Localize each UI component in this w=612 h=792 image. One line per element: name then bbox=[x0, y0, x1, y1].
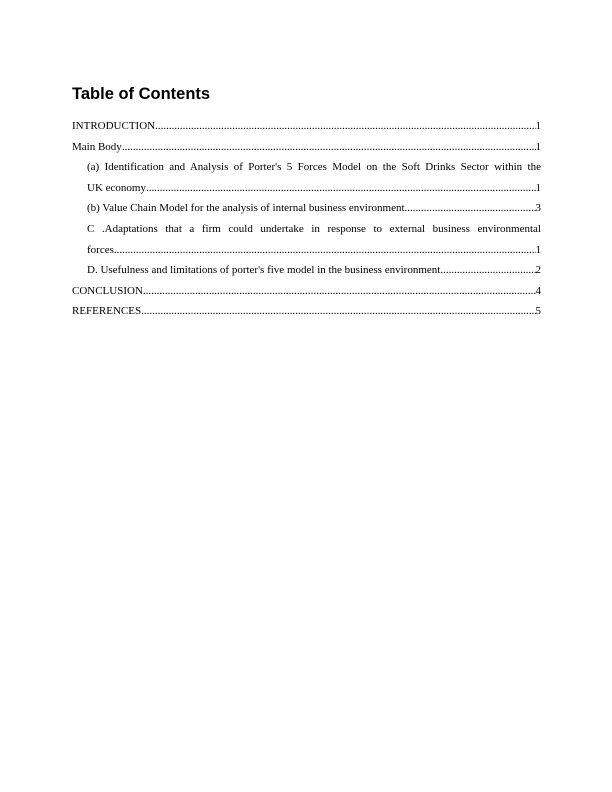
table-of-contents bbox=[72, 116, 541, 322]
toc-entry[interactable] bbox=[72, 219, 541, 260]
toc-entry-text-line: C .Adaptations that a firm could undertake in response to external business environmental bbox=[87, 222, 541, 235]
toc-entry-line bbox=[87, 240, 541, 261]
toc-entry[interactable] bbox=[72, 116, 541, 137]
toc-dot-leader bbox=[122, 137, 536, 158]
toc-entry-title: REFERENCES bbox=[72, 305, 142, 318]
toc-entry[interactable] bbox=[72, 137, 541, 158]
toc-page-number: 1 bbox=[535, 243, 541, 256]
toc-entry-line bbox=[87, 178, 541, 199]
page-title: Table of Contents bbox=[72, 85, 211, 103]
toc-dot-leader bbox=[405, 198, 536, 219]
toc-page-number: 1 bbox=[535, 120, 541, 132]
toc-entry-title: INTRODUCTION bbox=[72, 120, 156, 132]
toc-entry[interactable] bbox=[72, 198, 541, 219]
toc-entry[interactable] bbox=[72, 260, 541, 281]
toc-entry-line bbox=[87, 260, 541, 281]
toc-entry[interactable] bbox=[72, 281, 541, 302]
toc-entry-title: (b) Value Chain Model for the analysis of internal business environment bbox=[87, 202, 405, 215]
toc-entry-line bbox=[72, 301, 541, 322]
toc-dot-leader bbox=[146, 178, 536, 199]
toc-dot-leader bbox=[141, 301, 535, 322]
toc-page-number: 1 bbox=[535, 181, 541, 194]
toc-entry-title: forces bbox=[87, 243, 114, 256]
toc-entry-title: UK economy bbox=[87, 181, 146, 194]
toc-entry-title: CONCLUSION bbox=[72, 284, 143, 297]
toc-page-number: 3 bbox=[535, 202, 541, 215]
toc-dot-leader bbox=[155, 116, 535, 137]
toc-entry-title: Main Body bbox=[72, 140, 122, 153]
toc-entry-line bbox=[87, 198, 541, 219]
toc-page-number: 2 bbox=[535, 264, 541, 277]
toc-entry-line bbox=[72, 137, 541, 158]
toc-page-number: 1 bbox=[535, 140, 541, 153]
toc-entry-title: D. Usefulness and limitations of porter's five model in the business environment bbox=[87, 264, 441, 277]
toc-page-number: 4 bbox=[535, 284, 541, 297]
toc-entry-line bbox=[72, 116, 541, 137]
toc-page-number: 5 bbox=[535, 305, 541, 318]
toc-entry[interactable] bbox=[72, 157, 541, 198]
toc-entry-line bbox=[72, 281, 541, 302]
toc-dot-leader bbox=[114, 240, 536, 261]
toc-dot-leader bbox=[440, 260, 535, 281]
toc-entry-text-line: (a) Identification and Analysis of Porter's 5 Forces Model on the Soft Drinks Sector within the bbox=[87, 161, 541, 174]
toc-dot-leader bbox=[143, 281, 536, 302]
toc-entry[interactable] bbox=[72, 301, 541, 322]
